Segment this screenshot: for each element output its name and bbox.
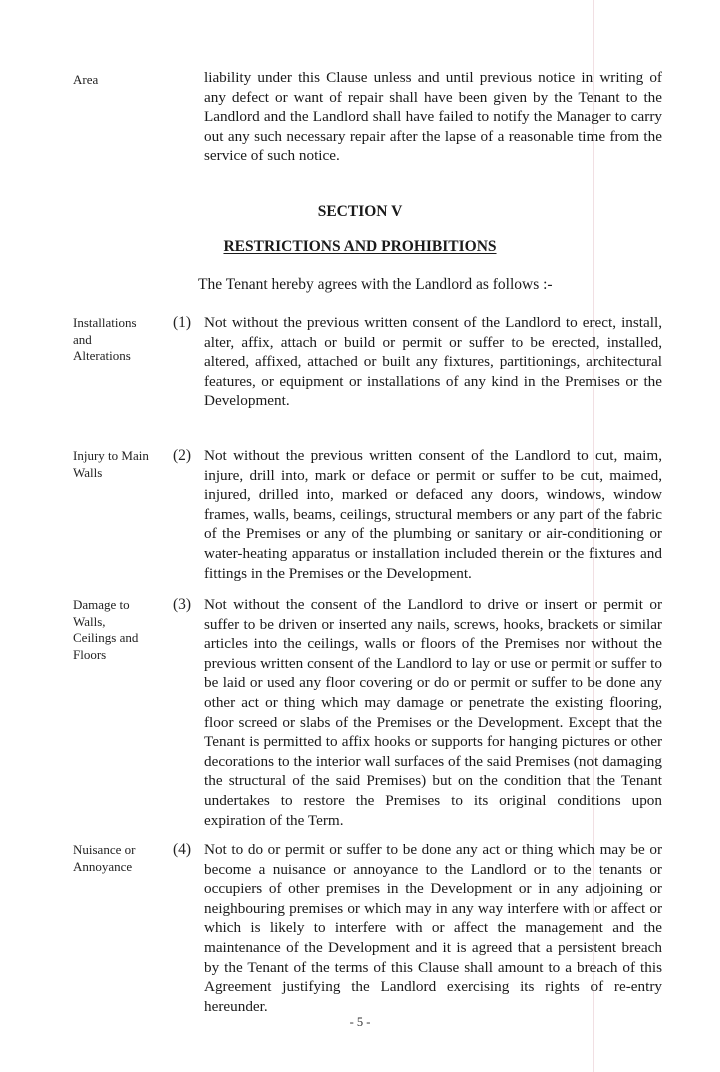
clause-text: Not without the previous written consent of the Landlord to cut, maim, injure, drill into, mark or deface or permit or suffer to be cut, maimed, injured, drilled into, marked or defaced any doors, windows, window frames, walls, beams, ceilings, structural members or any part of the fabric of the Premises or any of the plumbing or sanitary or air-conditioning or water-heating apparatus or installation included therein or the fixtures and fittings in the Premises or the Development. bbox=[204, 447, 662, 582]
clause-number: (1) bbox=[173, 314, 192, 331]
clause-text: Not without the consent of the Landlord to drive or insert or permit or suffer to be driven or inserted any nails, screws, hooks, brackets or similar articles into the ceilings, walls or floors of the Premises nor without the previous written consent of the Landlord to lay or use or permit or suffer to be laid or used any floor covering or do or permit or suffer to be done any other act or thing which may damage or penetrate the existing flooring, floor screed or slabs of the Premises or the Development. Except that the Tenant is permitted to affix hooks or supports for hanging pictures or other decorations to the interior wall surfaces of the said Premises (not damaging the structural of the said Premises) but on the condition that the Tenant undertakes to restore the Premises to its original conditions upon expiration of the Term. bbox=[204, 596, 662, 829]
margin-label: Injury to Main Walls bbox=[73, 448, 149, 480]
clause-text: Not without the previous written consent of the Landlord to erect, install, alter, affix, attach or build or permit or suffer to be erected, installed, altered, affixed, attached or built any fixtures, partitionings, architectural features, or equipment or installations of any kind in the Premises or the Development. bbox=[204, 314, 662, 410]
margin-label: Nuisance or Annoyance bbox=[73, 842, 136, 874]
clause-text: liability under this Clause unless and until previous notice in writing of any defect or want of repair shall have been given by the Tenant to the Landlord and the Landlord shall have failed to notify the Manager to carry out any such necessary repair after the lapse of a reasonable time from the service of such notice. bbox=[204, 69, 662, 165]
page-number: - 5 - bbox=[349, 1015, 371, 1029]
margin-label: Installations and Alterations bbox=[73, 315, 137, 363]
clause-number: (3) bbox=[173, 596, 192, 613]
clause-text: Not to do or permit or suffer to be done any act or thing which may be or become a nuisance or annoyance to the Landlord or to the tenants or occupiers of other premises in the Development or in any adjoining or neighbouring premises or which may in any way interfere with or affect or which is likely to interfere with or affect the management and the maintenance of the Development and it is agreed that a persistent breach by the Tenant of the terms of this Clause shall amount to a breach of this Agreement justifying the Landlord exercising its rights of re-entry hereunder. bbox=[204, 841, 662, 1015]
section-subtitle: RESTRICTIONS AND PROHIBITIONS bbox=[223, 238, 497, 255]
margin-label: Damage to Walls, Ceilings and Floors bbox=[73, 597, 139, 662]
clause-number: (4) bbox=[173, 841, 192, 858]
section-title: SECTION V bbox=[317, 203, 403, 220]
section-intro: The Tenant hereby agrees with the Landlord as follows :- bbox=[198, 276, 553, 293]
margin-label: Area bbox=[73, 72, 99, 87]
clause-number: (2) bbox=[173, 447, 192, 464]
